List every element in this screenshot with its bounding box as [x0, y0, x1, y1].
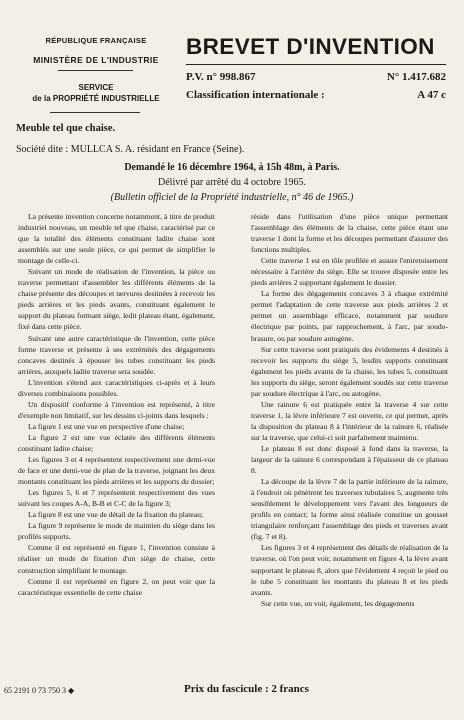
body-paragraph: Suivant un mode de réalisation de l'invention, la pièce ou traverse permettant d'assembler les différents éléments de la chaise présente des découpes et nervures destinées à recevoir les pieds arrières et les pieds avants, constituant également le support du plateau formant siège, ledit plateau étant, également, fixé dans cette pièce. [18, 267, 215, 332]
print-code: 65 2191 0 73 750 3 ◆ [4, 686, 75, 695]
body-paragraph: La découpe de la lèvre 7 de la partie inférieure de la rainure, à l'endroit où pénètrent les traverses tubulaires 5, augmente très sensiblement le développement vers l'avant des longueurs de profils en contact; la forme ainsi réalisée constitue un gousset triangulaire renforçant l'assemblage des pieds et traverses avant (fig. 7 et 8). [251, 477, 448, 542]
body-paragraph: La forme des dégagements concaves 3 à chaque extrémité permet l'adaptation de cette traverse aux pieds arrières 2 et permet un assemblage efficace, notamment par soudure électrique par points, par rapprochement, à l'arc, par soudo-brasure, ou par soudure autogène. [251, 289, 448, 343]
republic-label: RÉPUBLIQUE FRANÇAISE [45, 36, 147, 45]
body-paragraph: Une rainure 6 est pratiquée entre la traverse 4 sur cette traverse 1, la lèvre inférieure 7 est ouverte, ce qui permet, après la disposition du plateau 8 à l'intérieur de la rainure 6, réalisée sur la traverse, que celui-ci soit parfaitement maintenu. [251, 399, 448, 442]
body-paragraph: Comme il est représenté en figure 1, l'invention consiste à réaliser un mode de fixation d'un siège de chaise, cette construction simplifiant le montage. [18, 543, 215, 575]
body-paragraph: La figure 9 représente le mode de maintien du siège dans les profilés supports. [18, 521, 215, 542]
header-divider-bottom [50, 112, 140, 113]
document-title: BREVET D'INVENTION [186, 34, 435, 59]
body-paragraph: Le plateau 8 est donc disposé à fond dans la traverse, la largeur de la rainure 6 correspondant à l'épaisseur de ce plateau 8. [251, 443, 448, 476]
patent-number: N° 1.417.682 [386, 71, 446, 83]
body-paragraph: Sur cette vue, on voit, également, les dégagements [261, 598, 415, 608]
body-paragraph: La figure 1 est une vue en perspective d'une chaise; [28, 421, 185, 431]
header-divider-short [58, 70, 133, 71]
body-paragraph: Cette traverse 1 est en tôle profilée et assure l'entretoisement nécessaire à l'arrière du siège. Elle se trouve disposée entre les pieds arrières 2 supportant également le dossier. [251, 256, 448, 288]
patent-subject: Meuble tel que chaise. [16, 123, 116, 134]
filing-date: Demandé le 16 décembre 1964, à 15h 48m, à Paris. [124, 162, 340, 173]
fascicle-price: Prix du fascicule : 2 francs [184, 683, 309, 695]
body-paragraph: La figure 8 est une vue de détail de la fixation du plateau; [28, 510, 204, 520]
pv-number: P.V. n° 998.867 [186, 71, 256, 83]
bulletin-reference: (Bulletin officiel de la Propriété industrielle, n° 46 de 1965.) [110, 192, 354, 203]
body-paragraph: Les figures 3 et 4 représentent des détails de réalisation de la traverse, où l'on peut voir, notamment en figure 4, la lèvre avant supportant le plateau 8, alors que l'évidement 4 reçoit le pied ou le tube 5 constituant les montants du plateau 8 et les pieds avants. [251, 543, 448, 597]
grant-date: Délivré par arrêté du 4 octobre 1965. [158, 177, 306, 188]
classification-label: Classification internationale : [186, 89, 325, 101]
body-paragraph: Sur cette traverse sont pratiqués des évidements 4 destinés à recevoir les supports du siège 5, lesdits supports constituant également les pieds avants de la chaise, les tubes 5, constituant les supports du siège, seront également soudés sur cette traverse par soudure électrique à l'arc, ou autogène. [251, 344, 448, 398]
body-paragraph: Un dispositif conforme à l'invention est représenté, à titre d'exemple non limitatif, sur les dessins ci-joints dans lesquels : [18, 399, 215, 420]
body-paragraph: La figure 2 est une vue éclatée des différents éléments constituant ladite chaise; [18, 432, 215, 453]
service-name: de la PROPRIÉTÉ INDUSTRIELLE [32, 94, 160, 103]
body-paragraph: Les figures 3 et 4 représentent respectivement une demi-vue de face et une demi-vue de plan de la traverse, joignant les deux montants constituant les pieds arrières et les supports du dossier; [18, 455, 215, 487]
applicant-company: Société dite : MULLCA S. A. résidant en France (Seine). [16, 144, 245, 155]
right-text-column [251, 211, 448, 609]
left-text-column [18, 211, 215, 598]
body-paragraph: Suivant une autre caractéristique de l'invention, cette pièce forme traverse et présente à ses extrémités des dégagements concaves destinés à épouser les tubes constituant les pieds arrières, auxquels ladite traverse sera soudée. [18, 333, 215, 376]
body-paragraph: Comme il est représenté en figure 2, on peut voir que la caractéristique essentielle de cette chaise [18, 576, 215, 597]
body-paragraph: Les figures 5, 6 et 7 représentent respectivement des vues suivant les coupes A-A, B-B et C-C de la figure 3; [18, 488, 215, 509]
classification-value: A 47 c [417, 89, 446, 101]
body-paragraph: réside dans l'utilisation d'une pièce unique permettant l'assemblage des éléments de la chaise, cette pièce étant une traverse 1 dont la forme et les découpes permettant d'assurer des fonctions multiples. [251, 212, 448, 255]
service-label: SERVICE [78, 83, 114, 92]
ministry-label: MINISTÈRE DE L'INDUSTRIE [33, 55, 159, 65]
body-paragraph: La présente invention concerne notamment, à titre de produit industriel nouveau, un meuble tel que chaise, caractérisé par ce que la totalité des éléments constituant ladite chaise sont assemblés sur une seule pièce, ce qui permet de simplifier le montage de celle-ci. [18, 212, 215, 266]
title-divider [186, 64, 446, 65]
body-paragraph: L'invention s'étend aux caractéristiques ci-après et à leurs diverses combinaisons possibles. [18, 377, 215, 398]
